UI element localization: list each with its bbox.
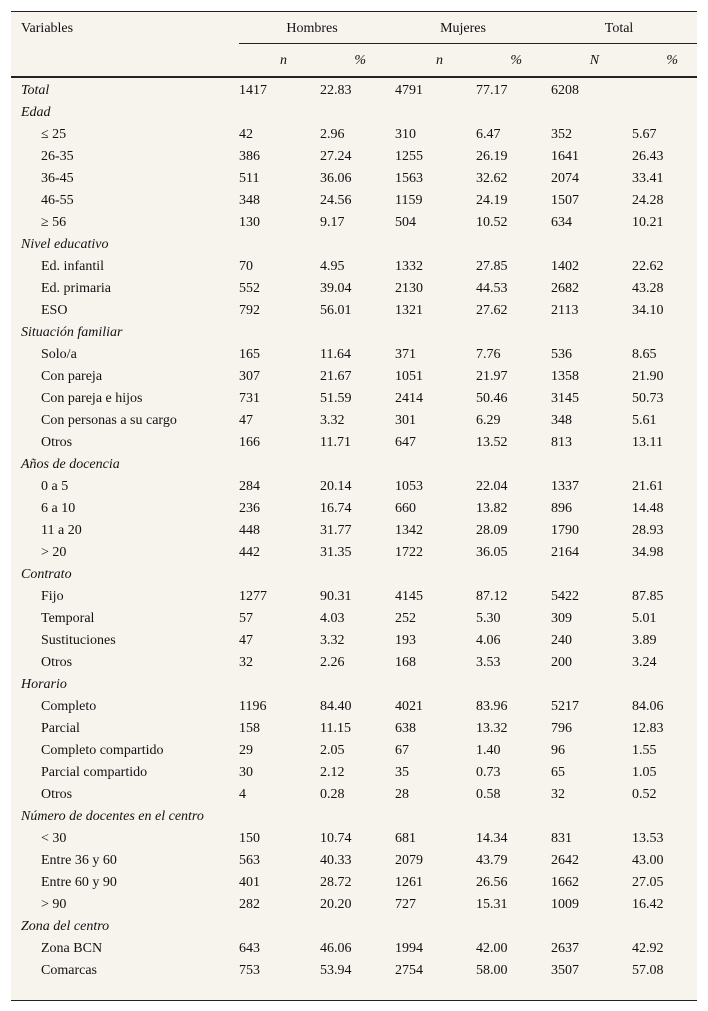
- table-row: [11, 696, 697, 718]
- section-header-row: [11, 454, 697, 476]
- table-cell: 34.10: [632, 303, 664, 318]
- table-row: [11, 432, 697, 454]
- table-cell: 42: [239, 127, 253, 142]
- table-cell: 33.41: [632, 171, 664, 186]
- table-cell: 3.89: [632, 633, 657, 648]
- table-cell: 1196: [239, 699, 267, 714]
- table-cell: 11.64: [320, 347, 351, 362]
- table-cell: 731: [239, 391, 260, 406]
- row-label: Sustituciones: [41, 633, 116, 648]
- table-cell: 727: [395, 897, 417, 912]
- table-cell: 30: [239, 765, 253, 780]
- row-label: Otros: [41, 787, 73, 802]
- table-cell: 309: [551, 611, 573, 626]
- table-cell: 1.05: [632, 765, 657, 780]
- row-label: Con pareja: [41, 369, 103, 384]
- table-cell: 796: [551, 721, 573, 736]
- table-row: [11, 938, 697, 960]
- table-cell: 307: [239, 369, 260, 384]
- table-cell: 4791: [395, 83, 424, 98]
- table-cell: 753: [239, 963, 260, 978]
- row-label: Completo compartido: [41, 743, 164, 758]
- table-cell: 32: [239, 655, 253, 670]
- table-cell: 1.40: [476, 743, 501, 758]
- row-label: < 30: [41, 831, 67, 846]
- table-cell: 27.05: [632, 875, 664, 890]
- table-cell: 7.76: [476, 347, 501, 362]
- row-label: ESO: [41, 303, 68, 318]
- row-label: Parcial: [41, 721, 80, 736]
- table-cell: 36.06: [320, 171, 352, 186]
- header-group-total-cell: [541, 12, 697, 46]
- table-cell: 0.52: [632, 787, 657, 802]
- row-label: Con pareja e hijos: [41, 391, 143, 406]
- table-cell: 1994: [395, 941, 424, 956]
- table-cell: 22.04: [476, 479, 508, 494]
- table-cell: 50.73: [632, 391, 664, 406]
- total-row: [11, 77, 697, 102]
- table-row: [11, 960, 697, 982]
- table-row: [11, 740, 697, 762]
- table-cell: 4.03: [320, 611, 345, 626]
- table-cell: 35: [395, 765, 410, 780]
- table-cell: 3.53: [476, 655, 501, 670]
- table-cell: 1261: [395, 875, 424, 890]
- table-cell: 1402: [551, 259, 580, 274]
- table-row: [11, 344, 697, 366]
- table-cell: 22.83: [320, 83, 352, 98]
- row-label: 36-45: [41, 171, 74, 186]
- row-label: Otros: [41, 435, 73, 450]
- table-cell: 2682: [551, 281, 580, 296]
- section-header-row: [11, 916, 697, 938]
- table-cell: 96: [551, 743, 566, 758]
- row-label: > 90: [41, 897, 67, 912]
- table-cell: 5217: [551, 699, 580, 714]
- table-cell: 284: [239, 479, 260, 494]
- table-row: [11, 498, 697, 520]
- table-cell: 10.74: [320, 831, 352, 846]
- row-label: Otros: [41, 655, 73, 670]
- table-cell: 504: [395, 215, 417, 230]
- table-cell: 1722: [395, 545, 424, 560]
- header-blank: [11, 46, 229, 77]
- table-cell: 5.01: [632, 611, 657, 626]
- table-row: [11, 410, 697, 432]
- section-header-row: [11, 674, 697, 696]
- section-header-row: [11, 564, 697, 586]
- table-cell: 31.35: [320, 545, 352, 560]
- table-cell: 24.56: [320, 193, 352, 208]
- header-group-total: Total: [541, 15, 697, 44]
- table-cell: 24.19: [476, 193, 508, 208]
- row-label: Con personas a su cargo: [41, 413, 177, 428]
- table-cell: 4.06: [476, 633, 501, 648]
- table-cell: 87.12: [476, 589, 508, 604]
- table-cell: 13.53: [632, 831, 664, 846]
- table-cell: 2.12: [320, 765, 345, 780]
- table-cell: 1255: [395, 149, 424, 164]
- table-cell: 130: [239, 215, 260, 230]
- table-cell: 301: [395, 413, 417, 428]
- table-cell: 0.73: [476, 765, 501, 780]
- table-cell: 28: [395, 787, 410, 802]
- demographics-table: [11, 12, 697, 982]
- table-cell: 2130: [395, 281, 424, 296]
- table-cell: 21.67: [320, 369, 352, 384]
- table-row: [11, 256, 697, 278]
- row-label: ≤ 25: [41, 127, 67, 142]
- table-row: [11, 652, 697, 674]
- table-cell: 22.62: [632, 259, 664, 274]
- table-body: [11, 77, 697, 982]
- table-row: [11, 388, 697, 410]
- table-cell: 1342: [395, 523, 424, 538]
- header-variables: Variables: [21, 21, 74, 36]
- table-cell: 26.19: [476, 149, 508, 164]
- table-cell: 448: [239, 523, 260, 538]
- table-cell: 42.00: [476, 941, 508, 956]
- table-cell: 83.96: [476, 699, 508, 714]
- table-cell: 13.32: [476, 721, 508, 736]
- table-cell: 634: [551, 215, 573, 230]
- row-label: Completo: [41, 699, 97, 714]
- row-label: Solo/a: [41, 347, 77, 362]
- table-cell: 67: [395, 743, 410, 758]
- table-cell: 536: [551, 347, 573, 362]
- table-row: [11, 542, 697, 564]
- table-cell: 20.14: [320, 479, 352, 494]
- table-cell: 2637: [551, 941, 580, 956]
- table-cell: 57.08: [632, 963, 664, 978]
- row-label: Ed. infantil: [41, 259, 104, 274]
- table-cell: 348: [551, 413, 573, 428]
- table-cell: 681: [395, 831, 417, 846]
- table-cell: 56.01: [320, 303, 352, 318]
- row-label: Entre 60 y 90: [41, 875, 117, 890]
- subcol-header: %: [510, 53, 523, 68]
- table-cell: 647: [395, 435, 417, 450]
- table-cell: 3507: [551, 963, 580, 978]
- row-label: Ed. primaria: [41, 281, 111, 296]
- table-cell: 57: [239, 611, 253, 626]
- table-cell: 252: [395, 611, 417, 626]
- table-cell: 660: [395, 501, 417, 516]
- data-table-panel: [11, 11, 697, 1001]
- table-cell: 51.59: [320, 391, 352, 406]
- table-cell: 44.53: [476, 281, 508, 296]
- table-cell: 42.92: [632, 941, 664, 956]
- section-header-row: [11, 322, 697, 344]
- table-cell: 6.29: [476, 413, 501, 428]
- table-cell: 2079: [395, 853, 424, 868]
- table-cell: 77.17: [476, 83, 508, 98]
- table-cell: 310: [395, 127, 417, 142]
- table-cell: 10.52: [476, 215, 508, 230]
- table-cell: 13.82: [476, 501, 508, 516]
- table-cell: 24.28: [632, 193, 664, 208]
- table-cell: 563: [239, 853, 260, 868]
- table-cell: 401: [239, 875, 260, 890]
- table-cell: 1321: [395, 303, 424, 318]
- table-cell: 2642: [551, 853, 580, 868]
- table-cell: 193: [395, 633, 417, 648]
- table-cell: 1053: [395, 479, 424, 494]
- table-cell: 87.85: [632, 589, 664, 604]
- section-title: Años de docencia: [21, 457, 120, 472]
- row-label: Comarcas: [41, 963, 97, 978]
- table-cell: 2414: [395, 391, 424, 406]
- table-row: [11, 366, 697, 388]
- header-group-hombres-cell: [229, 12, 385, 46]
- row-label: > 20: [41, 545, 67, 560]
- table-cell: 1159: [395, 193, 423, 208]
- table-cell: 1507: [551, 193, 580, 208]
- section-header-row: [11, 234, 697, 256]
- table-cell: 1.55: [632, 743, 657, 758]
- header-group-hombres: Hombres: [239, 15, 385, 44]
- table-cell: 165: [239, 347, 260, 362]
- table-cell: 31.77: [320, 523, 352, 538]
- table-cell: [618, 77, 697, 102]
- table-row: [11, 586, 697, 608]
- table-cell: 29: [239, 743, 253, 758]
- table-cell: 39.04: [320, 281, 352, 296]
- table-cell: 1051: [395, 369, 424, 384]
- table-cell: 10.21: [632, 215, 664, 230]
- subcol-header: %: [354, 53, 367, 68]
- table-cell: 2.26: [320, 655, 345, 670]
- table-cell: 236: [239, 501, 260, 516]
- row-label: Fijo: [41, 589, 64, 604]
- table-cell: 21.90: [632, 369, 664, 384]
- table-cell: 5.30: [476, 611, 501, 626]
- table-cell: 4145: [395, 589, 424, 604]
- table-cell: 3.32: [320, 633, 345, 648]
- table-cell: 386: [239, 149, 260, 164]
- table-row: [11, 608, 697, 630]
- table-cell: 371: [395, 347, 417, 362]
- section-title: Edad: [21, 105, 51, 120]
- table-cell: 70: [239, 259, 253, 274]
- table-cell: 90.31: [320, 589, 352, 604]
- table-cell: 1662: [551, 875, 580, 890]
- table-cell: 1009: [551, 897, 580, 912]
- table-cell: 4.95: [320, 259, 345, 274]
- header-row-groups: [11, 12, 697, 46]
- table-cell: 2.05: [320, 743, 345, 758]
- table-cell: 46.06: [320, 941, 352, 956]
- table-cell: 21.97: [476, 369, 508, 384]
- table-cell: 50.46: [476, 391, 508, 406]
- subcol-header: N: [589, 53, 600, 68]
- table-cell: 3.32: [320, 413, 345, 428]
- section-header-row: [11, 806, 697, 828]
- table-cell: 32.62: [476, 171, 508, 186]
- table-cell: 2.96: [320, 127, 345, 142]
- table-row: [11, 476, 697, 498]
- table-cell: 2754: [395, 963, 424, 978]
- table-cell: 11.71: [320, 435, 351, 450]
- table-row: [11, 190, 697, 212]
- table-cell: 40.33: [320, 853, 352, 868]
- table-cell: 13.52: [476, 435, 508, 450]
- table-cell: 65: [551, 765, 566, 780]
- table-cell: 3145: [551, 391, 580, 406]
- table-cell: 166: [239, 435, 260, 450]
- table-cell: 0.58: [476, 787, 501, 802]
- table-cell: 36.05: [476, 545, 508, 560]
- table-cell: 348: [239, 193, 260, 208]
- table-cell: 2164: [551, 545, 580, 560]
- table-cell: 150: [239, 831, 260, 846]
- table-cell: 16.74: [320, 501, 352, 516]
- table-row: [11, 212, 697, 234]
- table-cell: 4: [239, 787, 246, 802]
- table-cell: 8.65: [632, 347, 657, 362]
- table-cell: 813: [551, 435, 573, 450]
- table-cell: 47: [239, 413, 253, 428]
- table-cell: 2113: [551, 303, 579, 318]
- subcol-header: n: [436, 53, 444, 68]
- table-cell: 20.20: [320, 897, 352, 912]
- table-row: [11, 872, 697, 894]
- table-cell: 0.28: [320, 787, 345, 802]
- row-label: 6 a 10: [41, 501, 76, 516]
- table-row: [11, 630, 697, 652]
- table-cell: 28.72: [320, 875, 352, 890]
- table-cell: 43.79: [476, 853, 508, 868]
- table-row: [11, 124, 697, 146]
- header-row-subcols: [11, 46, 697, 77]
- table-cell: 27.62: [476, 303, 508, 318]
- section-title: Situación familiar: [21, 325, 123, 340]
- table-cell: 43.28: [632, 281, 664, 296]
- table-cell: 896: [551, 501, 573, 516]
- row-label: Zona BCN: [41, 941, 103, 956]
- table-cell: 1337: [551, 479, 580, 494]
- subcol-header: n: [280, 53, 287, 68]
- table-cell: 28.09: [476, 523, 508, 538]
- table-cell: 552: [239, 281, 260, 296]
- table-row: [11, 168, 697, 190]
- table-cell: 84.06: [632, 699, 664, 714]
- table-cell: 43.00: [632, 853, 664, 868]
- table-row: [11, 300, 697, 322]
- table-row: [11, 784, 697, 806]
- table-cell: 5422: [551, 589, 580, 604]
- table-cell: 5.61: [632, 413, 657, 428]
- table-cell: 32: [551, 787, 566, 802]
- row-label: Entre 36 y 60: [41, 853, 117, 868]
- table-cell: 28.93: [632, 523, 664, 538]
- table-cell: 240: [551, 633, 573, 648]
- table-cell: 1563: [395, 171, 424, 186]
- table-cell: 27.85: [476, 259, 508, 274]
- total-label: Total: [21, 83, 50, 98]
- section-title: Número de docentes en el centro: [21, 809, 204, 824]
- table-cell: 13.11: [632, 435, 664, 450]
- table-cell: 53.94: [320, 963, 352, 978]
- table-cell: 511: [239, 171, 260, 186]
- table-cell: 168: [395, 655, 417, 670]
- table-row: [11, 278, 697, 300]
- table-cell: 26.43: [632, 149, 664, 164]
- table-cell: 6208: [551, 83, 580, 98]
- table-cell: 47: [239, 633, 253, 648]
- table-cell: 3.24: [632, 655, 657, 670]
- table-cell: 638: [395, 721, 417, 736]
- table-cell: 1277: [239, 589, 267, 604]
- table-cell: 4021: [395, 699, 424, 714]
- row-label: 0 a 5: [41, 479, 69, 494]
- table-cell: 352: [551, 127, 573, 142]
- row-label: 46-55: [41, 193, 74, 208]
- table-cell: 14.34: [476, 831, 508, 846]
- table-cell: 831: [551, 831, 573, 846]
- table-cell: 2074: [551, 171, 580, 186]
- table-row: [11, 894, 697, 916]
- table-cell: 200: [551, 655, 573, 670]
- table-cell: 792: [239, 303, 260, 318]
- header-group-mujeres: Mujeres: [385, 15, 541, 44]
- table-row: [11, 520, 697, 542]
- table-cell: 1358: [551, 369, 580, 384]
- table-cell: 16.42: [632, 897, 664, 912]
- table-cell: 34.98: [632, 545, 664, 560]
- table-cell: 9.17: [320, 215, 345, 230]
- section-header-row: [11, 102, 697, 124]
- row-label: 26-35: [41, 149, 74, 164]
- table-row: [11, 718, 697, 740]
- table-cell: 26.56: [476, 875, 508, 890]
- table-cell: 5.67: [632, 127, 657, 142]
- table-cell: 27.24: [320, 149, 352, 164]
- row-label: 11 a 20: [41, 523, 82, 538]
- table-cell: 1790: [551, 523, 580, 538]
- table-cell: 11.15: [320, 721, 351, 736]
- table-cell: 158: [239, 721, 260, 736]
- table-cell: 12.83: [632, 721, 664, 736]
- table-cell: 15.31: [476, 897, 508, 912]
- table-row: [11, 828, 697, 850]
- table-cell: 1417: [239, 83, 267, 98]
- table-cell: 282: [239, 897, 260, 912]
- table-row: [11, 762, 697, 784]
- section-title: Nivel educativo: [21, 237, 109, 252]
- table-cell: 21.61: [632, 479, 664, 494]
- table-cell: 6.47: [476, 127, 501, 142]
- subcol-header: %: [666, 53, 679, 68]
- table-cell: 58.00: [476, 963, 508, 978]
- section-title: Zona del centro: [21, 919, 110, 934]
- table-row: [11, 146, 697, 168]
- table-cell: 643: [239, 941, 260, 956]
- table-cell: 1641: [551, 149, 580, 164]
- table-row: [11, 850, 697, 872]
- row-label: Parcial compartido: [41, 765, 148, 780]
- header-group-mujeres-cell: [385, 12, 541, 46]
- table-cell: 442: [239, 545, 260, 560]
- table-cell: 14.48: [632, 501, 664, 516]
- table-cell: 1332: [395, 259, 424, 274]
- table-cell: 84.40: [320, 699, 352, 714]
- section-title: Contrato: [21, 567, 72, 582]
- row-label: ≥ 56: [41, 215, 67, 230]
- row-label: Temporal: [41, 611, 95, 626]
- section-title: Horario: [21, 677, 67, 692]
